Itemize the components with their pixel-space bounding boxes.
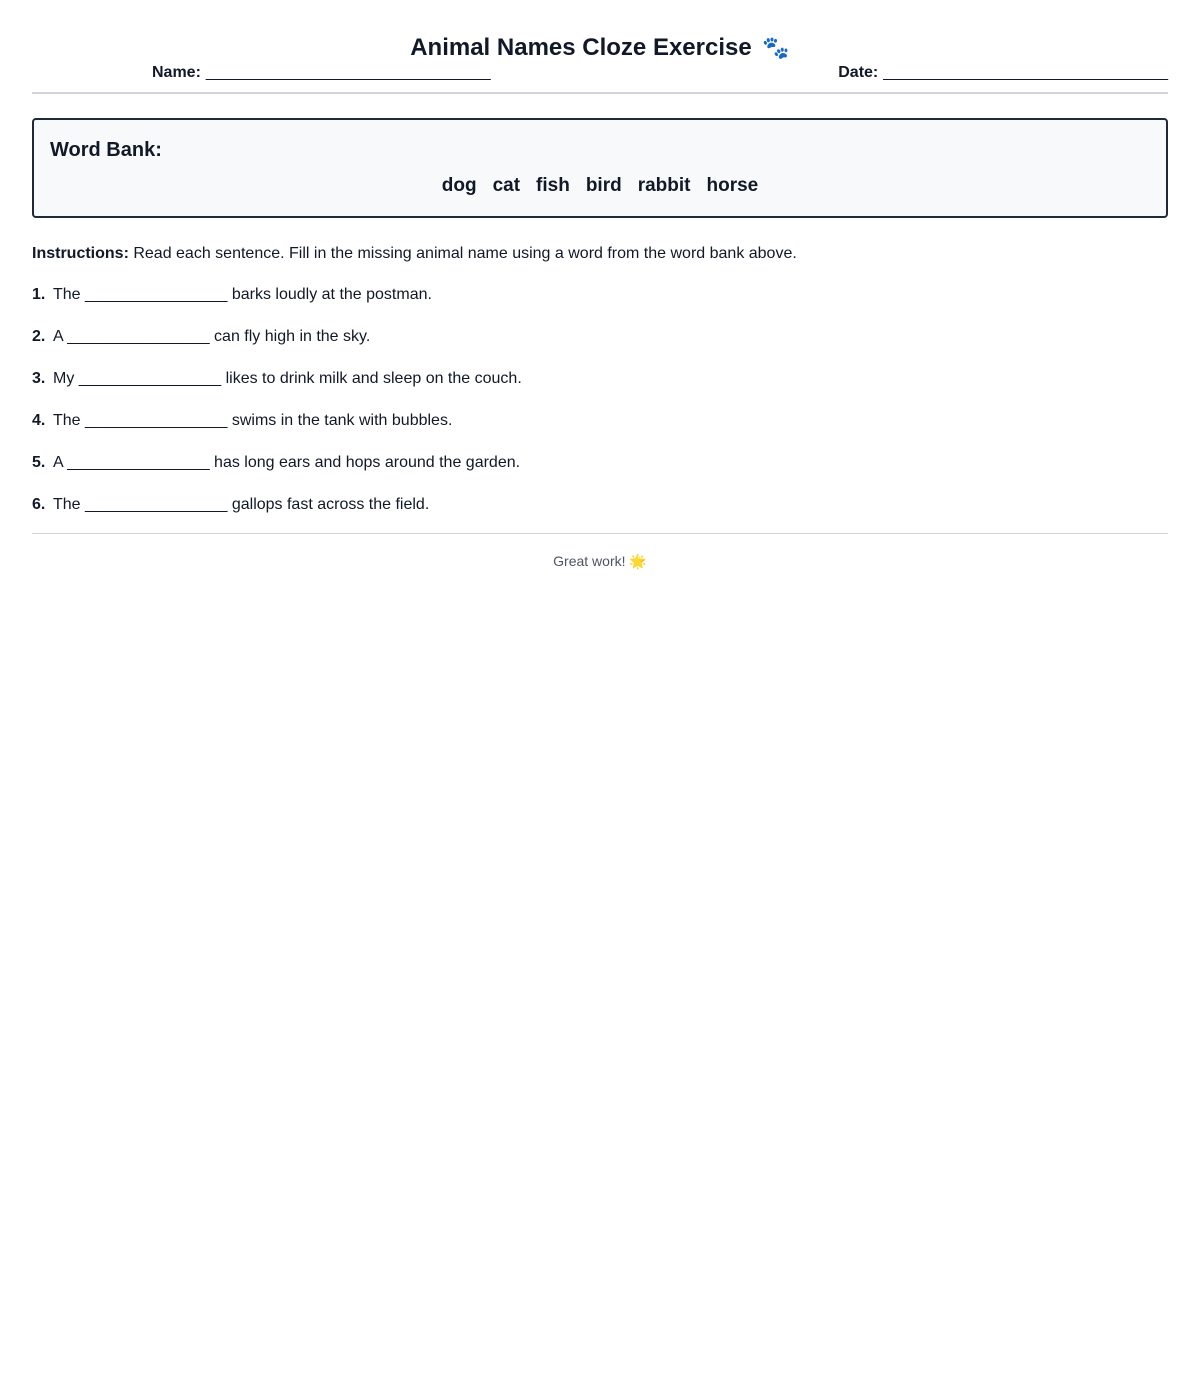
word-bank-word: fish [536,175,570,196]
word-bank-title: Word Bank: [50,139,162,161]
question-item [32,285,1168,327]
question-number: 2. [32,328,46,345]
page-title [32,0,1168,63]
question-text: The ________________ gallops fast across the field. [53,496,430,513]
answer-blank[interactable]: ________________ [85,412,228,429]
footer-divider [32,533,1168,534]
question-text: The ________________ barks loudly at the postman. [53,286,432,303]
answer-blank[interactable]: ________________ [78,370,222,387]
title-text: Animal Names Cloze Exercise [410,34,752,61]
question-item [32,453,1168,495]
date-blank-line[interactable]: ________________________________ [883,64,1168,81]
question-text: My ________________ likes to drink milk and sleep on the couch. [53,370,522,387]
word-bank-word: dog [441,175,477,196]
footer-message [32,552,1168,570]
worksheet-page [0,0,1200,570]
question-number: 5. [32,454,46,471]
instructions [32,244,1168,264]
question-item [32,369,1168,411]
word-bank-word: bird [585,175,622,196]
word-bank-word: cat [492,175,521,196]
paw-prints-icon: 🐾 [762,35,790,60]
question-number: 6. [32,496,46,513]
footer-text: Great work! [553,553,626,569]
question-list [32,285,1168,537]
answer-blank[interactable]: ________________ [67,454,210,471]
date-label: Date: [838,64,879,81]
instructions-text: Read each sentence. Fill in the missing animal name using a word from the word bank above. [128,245,797,262]
name-field[interactable] [152,63,491,91]
student-info-row [32,63,1168,91]
header-divider [32,92,1168,94]
answer-blank[interactable]: ________________ [85,496,228,513]
question-item [32,495,1168,537]
word-bank-box [32,118,1168,218]
question-item [32,327,1168,369]
question-number: 1. [32,286,46,303]
question-item [32,411,1168,453]
answer-blank[interactable]: ________________ [85,286,228,303]
name-label: Name: [152,64,201,81]
answer-blank[interactable]: ________________ [67,328,210,345]
star-icon: 🌟 [629,553,647,569]
word-bank-word: horse [706,175,759,196]
instructions-label: Instructions: [32,245,129,262]
date-field[interactable] [838,63,1168,91]
question-text: The ________________ swims in the tank with bubbles. [53,412,453,429]
word-bank-word: rabbit [637,175,691,196]
question-text: A ________________ has long ears and hops around the garden. [53,454,521,471]
word-bank-list [50,174,1150,198]
name-blank-line[interactable]: ________________________________ [205,64,491,81]
question-number: 3. [32,370,46,387]
question-number: 4. [32,412,46,429]
question-text: A ________________ can fly high in the sky. [53,328,371,345]
